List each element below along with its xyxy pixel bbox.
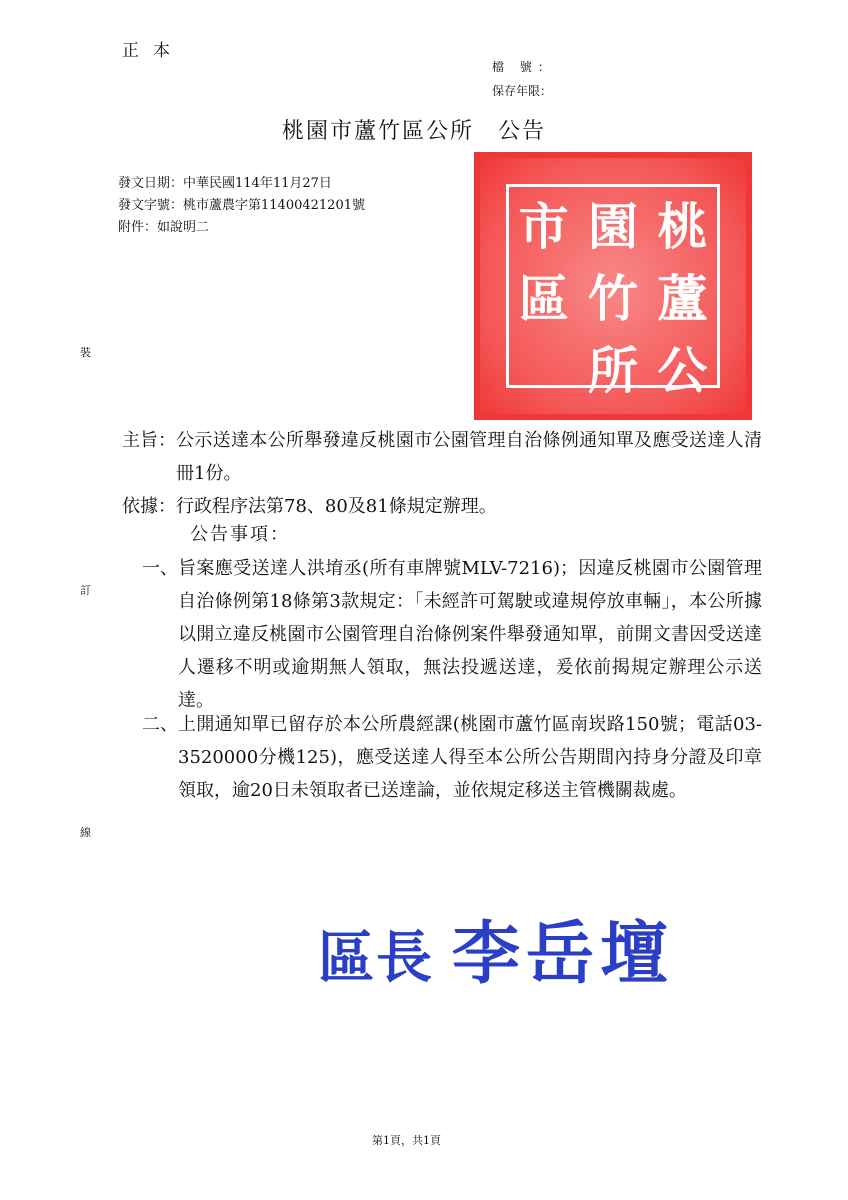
notice-item-number: 一、 — [142, 558, 178, 579]
notice-item-number: 二、 — [142, 714, 178, 735]
file-number-label: 檔 號： — [492, 60, 556, 74]
attachment-note: 附件：如說明二 — [118, 220, 210, 235]
binding-mark: 線 — [80, 826, 91, 839]
seal-glyph: 市 — [518, 197, 569, 256]
document-number: 發文字號：桃市蘆農字第11400421201號 — [118, 198, 365, 213]
basis-section — [122, 490, 762, 523]
signature-title: 區長 — [318, 925, 434, 991]
seal-glyph: 桃 — [657, 197, 708, 256]
notice-item-text: 上開通知單已留存於本公所農經課(桃園市蘆竹區南崁路150號；電話03-3520000分機125)，應受送達人得至本公所公告期間內持身分證及印章領取，逾20日未領取者已送達論，並依規定移送主管機關裁處。 — [178, 714, 762, 801]
basis-text: 行政程序法第78、80及81條規定辦理。 — [176, 496, 497, 517]
notice-items-heading: 公告事項： — [190, 524, 290, 545]
notice-item — [142, 708, 762, 807]
basis-label: 依據： — [122, 496, 176, 517]
retention-period-label: 保存年限： — [492, 84, 553, 98]
seal-glyph — [509, 331, 578, 403]
seal-inner-frame — [506, 184, 720, 400]
seal-glyph: 竹 — [587, 269, 638, 328]
signature-name: 李岳壇 — [452, 914, 675, 994]
official-seal — [474, 152, 752, 420]
notice-item — [142, 552, 762, 717]
seal-glyph: 蘆 — [657, 269, 708, 328]
notice-item-text: 旨案應受送達人洪堉丞(所有車牌號MLV-7216)；因違反桃園市公園管理自治條例第18條第3款規定：「未經許可駕駛或違規停放車輛」，本公所據以開立違反桃園市公園管理自治條例案件舉發通知單，前開文書因受送達人遷移不明或逾期無人領取，無法投遞送達，爰依前揭規定辦理公示送達。 — [178, 558, 762, 711]
binding-mark: 裝 — [80, 346, 91, 359]
seal-glyph: 公 — [657, 341, 708, 400]
subject-text: 公示送達本公所舉發違反桃園市公園管理自治條例通知單及應受送達人清冊1份。 — [176, 430, 762, 484]
seal-glyph: 園 — [587, 197, 638, 256]
document-title: 桃園市蘆竹區公所 公告 — [282, 119, 547, 144]
page-footer: 第1頁，共1頁 — [372, 1134, 441, 1147]
signature-stamp — [318, 900, 674, 997]
subject-label: 主旨： — [122, 430, 176, 451]
binding-mark: 訂 — [80, 584, 91, 597]
seal-glyph: 區 — [518, 269, 569, 328]
copy-mark: 正本 — [122, 41, 184, 61]
seal-glyph: 所 — [587, 341, 638, 400]
issue-date: 發文日期：中華民國114年11月27日 — [118, 176, 332, 191]
subject-section — [122, 424, 762, 490]
